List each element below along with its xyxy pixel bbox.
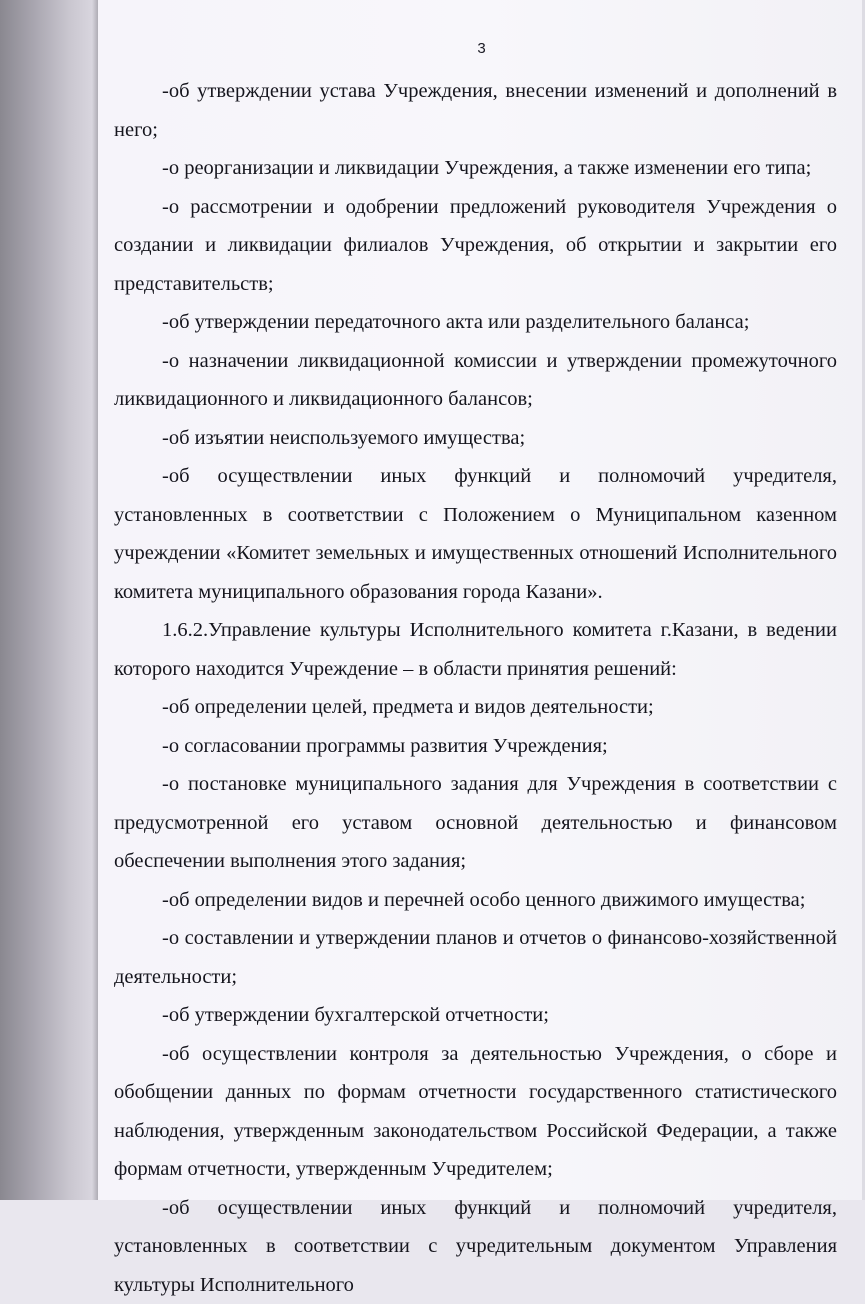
page-number: 3 (98, 40, 865, 57)
paragraph-control: -об осуществлении контроля за деятельностью Учреждения, о сборе и обобщении данных по формам отчетности государственного статистического наблюдения, утвержденным законодательством Российской Федерации, а также формам отчетности, утвержденным Учредителем; (114, 1035, 837, 1189)
paragraph-development-program: -о согласовании программы развития Учреждения; (114, 727, 837, 766)
paragraph-other-functions-culture: -об осуществлении иных функций и полномочий учредителя, установленных в соответствии с учредительным документом Управления культуры Исполнительного (114, 1189, 837, 1304)
paragraph-goals: -об определении целей, предмета и видов деятельности; (114, 688, 837, 727)
document-body (114, 72, 837, 1304)
paragraph-accounting: -об утверждении бухгалтерской отчетности; (114, 996, 837, 1035)
paragraph-branches: -о рассмотрении и одобрении предложений руководителя Учреждения о создании и ликвидации филиалов Учреждения, об открытии и закрытии его представительств; (114, 188, 837, 304)
paragraph-charter-approval: -об утверждении устава Учреждения, внесении изменений и дополнений в него; (114, 72, 837, 149)
document-page (98, 0, 865, 1200)
paragraph-municipal-task: -о постановке муниципального задания для Учреждения в соответствии с предусмотренной его уставом основной деятельностью и финансовом обеспечении выполнения этого задания; (114, 765, 837, 881)
paragraph-liquidation-commission: -о назначении ликвидационной комиссии и утверждении промежуточного ликвидационного и ликвидационного балансов; (114, 342, 837, 419)
paragraph-other-functions-committee: -об осуществлении иных функций и полномочий учредителя, установленных в соответствии с Положением о Муниципальном казенном учреждении «Комитет земельных и имущественных отношений Исполнительного комитета муниципального образования города Казани». (114, 457, 837, 611)
paragraph-reorganization: -о реорганизации и ликвидации Учреждения, а также изменении его типа; (114, 149, 837, 188)
adjacent-page-edge (0, 0, 98, 1200)
paragraph-transfer-act: -об утверждении передаточного акта или разделительного баланса; (114, 303, 837, 342)
paragraph-unused-property: -об изъятии неиспользуемого имущества; (114, 419, 837, 458)
paragraph-section-1-6-2: 1.6.2.Управление культуры Исполнительного комитета г.Казани, в ведении которого находится Учреждение – в области принятия решений: (114, 611, 837, 688)
paragraph-plans-reports: -о составлении и утверждении планов и отчетов о финансово-хозяйственной деятельности; (114, 919, 837, 996)
paragraph-valuable-property: -об определении видов и перечней особо ценного движимого имущества; (114, 881, 837, 920)
